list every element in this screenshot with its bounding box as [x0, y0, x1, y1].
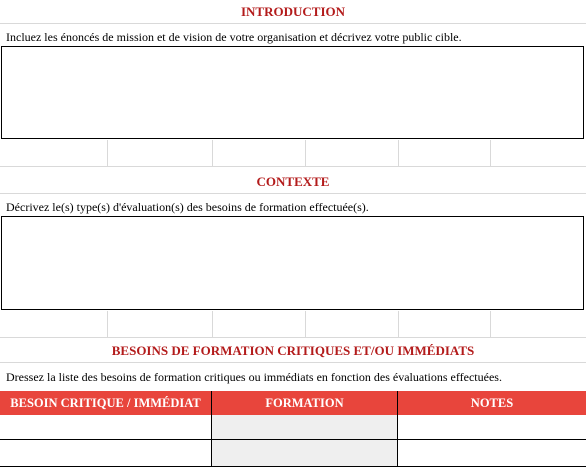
gridline: [0, 193, 586, 194]
table-row: [0, 440, 586, 467]
table-row: [0, 415, 586, 440]
gridline: [0, 166, 586, 167]
gridline: [107, 140, 108, 166]
introduction-title: INTRODUCTION: [240, 4, 345, 19]
gridline: [490, 311, 491, 337]
cell-notes[interactable]: [398, 415, 586, 440]
introduction-instruction: Incluez les énoncés de mission et de vision de votre organisation et décrivez votre public cible.: [6, 30, 462, 44]
contexte-title: CONTEXTE: [256, 174, 330, 189]
gridline: [0, 362, 586, 363]
besoins-title: BESOINS DE FORMATION CRITIQUES ET/OU IMMÉDIATS: [111, 343, 475, 358]
gridline: [305, 140, 306, 166]
column-header-besoin: BESOIN CRITIQUE / IMMÉDIAT: [0, 391, 212, 415]
gridline: [212, 311, 213, 337]
besoins-instruction: Dressez la liste des besoins de formation critiques ou immédiats en fonction des évaluations effectuées.: [6, 370, 502, 384]
cell-besoin[interactable]: [0, 440, 212, 467]
gridline: [107, 311, 108, 337]
gridline: [212, 140, 213, 166]
gridline: [0, 337, 586, 338]
cell-formation[interactable]: [212, 440, 398, 467]
table-header: [0, 391, 586, 415]
gridline: [0, 23, 586, 24]
gridline: [305, 311, 306, 337]
contexte-instruction: Décrivez le(s) type(s) d'évaluation(s) des besoins de formation effectuée(s).: [6, 200, 369, 214]
contexte-input-box[interactable]: [1, 216, 584, 310]
introduction-input-box[interactable]: [1, 46, 584, 139]
column-header-notes: NOTES: [470, 396, 514, 410]
cell-formation[interactable]: [212, 415, 398, 440]
gridline: [398, 140, 399, 166]
column-header-formation: FORMATION: [212, 391, 398, 415]
gridline: [490, 140, 491, 166]
gridline: [398, 311, 399, 337]
cell-besoin[interactable]: [0, 415, 212, 440]
cell-notes[interactable]: [398, 440, 586, 467]
